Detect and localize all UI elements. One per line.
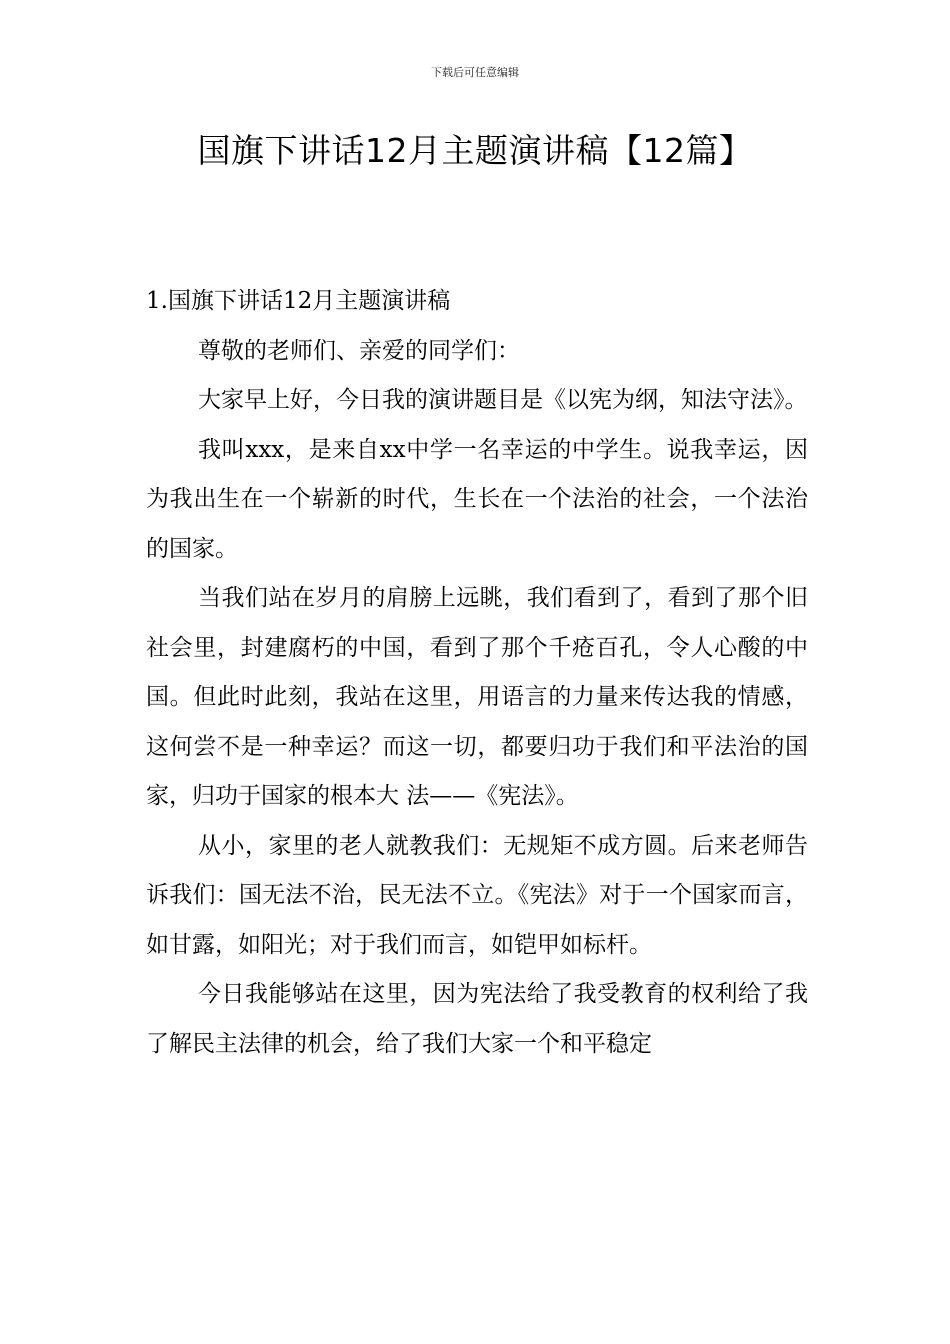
- section-heading: 1.国旗下讲话12月主题演讲稿: [146, 288, 451, 314]
- document-body: [146, 277, 808, 1069]
- paragraph-salutation: 尊敬的老师们、亲爱的同学们：: [198, 337, 520, 364]
- paragraph-introduction: 我叫xxx，是来自xx中学一名幸运的中学生。说我幸运，因为我出生在一个崭新的时代，生长在一个法治的社会，一个法治的国家。: [146, 436, 808, 562]
- paragraph-greeting: 大家早上好，今日我的演讲题目是《以宪为纲，知法守法》。: [198, 387, 808, 413]
- document-title: 国旗下讲话12月主题演讲稿【12篇】: [197, 131, 753, 170]
- paragraph-history: 当我们站在岁月的肩膀上远眺，我们看到了，看到了那个旧社会里，封建腐朽的中国，看到了那个千疮百孔，令人心酸的中国。但此时此刻，我站在这里，用语言的力量来传达我的情感，这何尝不是一种幸运？而这一切，都要归功于我们和平法治的国家，归功于国家的根本大 法——《宪法》。: [146, 585, 808, 809]
- page-header-note: 下载后可任意编辑: [431, 66, 519, 79]
- paragraph-rights: 今日我能够站在这里，因为宪法给了我受教育的权利给了我了解民主法律的机会，给了我们大家一个和平稳定: [146, 981, 808, 1057]
- paragraph-rules: 从小，家里的老人就教我们：无规矩不成方圆。后来老师告诉我们：国无法不治，民无法不立。《宪法》对于一个国家而言，如甘露，如阳光；对于我们而言，如铠甲如标杆。: [146, 832, 808, 958]
